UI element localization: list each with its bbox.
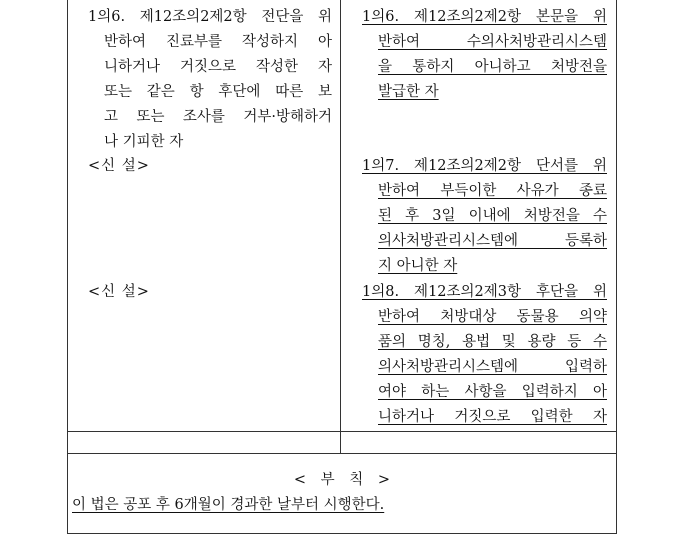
current-item-1o6 — [88, 5, 332, 155]
revised-item-1o8-line: 1의8. 제12조의2제3항 후단을 위 — [362, 284, 607, 300]
revised-item-1o8-line: 품의 명칭, 용법 및 용량 등 수 — [378, 334, 607, 350]
revised-item-1o7-line: 1의7. 제12조의2제2항 단서를 위 — [362, 158, 607, 174]
table-bottom-border — [67, 533, 617, 534]
current-item-1o6-line: 또는 같은 항 후단에 따른 보 — [104, 84, 332, 100]
revised-item-1o8-line: 의사처방관리시스템에 입력하 — [378, 359, 607, 375]
revised-item-1o7-line: 의사처방관리시스템에 등록하 — [378, 233, 607, 249]
table-column-divider — [340, 0, 341, 453]
current-item-1o6-line: 니하거나 거짓으로 작성한 자 — [104, 59, 332, 75]
revised-item-1o7-line: 반하여 부득이한 사유가 종료 — [378, 183, 607, 199]
revised-item-1o6-line: 반하여 수의사처방관리시스템 — [378, 34, 607, 50]
table-addendum-divider — [67, 453, 617, 454]
current-item-1o6-line: 1의6. 제12조의2제2항 전단을 위 — [88, 9, 332, 25]
current-item-1o6-line: 고 또는 조사를 거부·방해하거 — [104, 109, 332, 125]
revised-item-1o8-line: 니하거나 거짓으로 입력한 자 — [378, 409, 607, 425]
revised-item-1o7-line: 된 후 3일 이내에 처방전을 수 — [378, 208, 607, 224]
revised-item-1o8 — [362, 280, 607, 430]
revised-item-1o8-line: 반하여 처방대상 동물용 의약 — [378, 309, 607, 325]
current-item-1o6-line: 나 기피한 자 — [104, 134, 184, 150]
revised-item-1o7-line: 지 아니한 자 — [378, 258, 458, 274]
revised-item-1o8-line: 여야 하는 사항을 입력하지 아 — [378, 384, 607, 400]
current-item-1o6-line: 반하여 진료부를 작성하지 아 — [104, 34, 332, 50]
addendum-text: 이 법은 공포 후 6개월이 경과한 날부터 시행한다. — [72, 497, 385, 513]
revised-item-1o6-line: 을 통하지 아니하고 처방전을 — [378, 59, 607, 75]
revised-item-1o6 — [362, 5, 607, 105]
revised-item-1o7 — [362, 154, 607, 279]
revised-item-1o6-line: 1의6. 제12조의2제2항 본문을 위 — [362, 9, 607, 25]
table-row-divider — [67, 431, 617, 432]
revised-item-1o6-line: 발급한 자 — [378, 84, 439, 100]
new-provision-marker: <신 설> — [88, 284, 150, 300]
new-provision-marker: <신 설> — [88, 158, 150, 174]
addendum-title: < 부 칙 > — [293, 472, 391, 488]
